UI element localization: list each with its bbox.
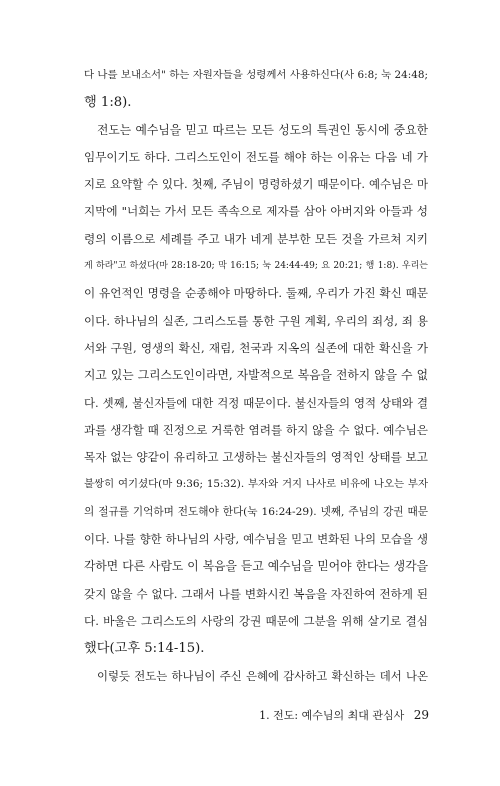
text-line: 불쌍히 여기셨다(마 9:36; 15:32). 부자와 거지 나사로 비유에 나오는 부자: [84, 478, 428, 491]
text-line: 게 하라"고 하셨다(마 28:18-20; 막 16:15; 눅 24:44-49; 요 20:21; 행 1:8). 우리는: [84, 261, 428, 272]
text-line: 했다(고후 5:14-15).: [84, 641, 205, 657]
text-line: 전도는 예수님을 믿고 따르는 모든 성도의 특권인 동시에 중요한: [97, 122, 428, 137]
text-line: 임무이기도 하다. 그리스도인이 전도를 해야 하는 이유는 다음 네 가: [84, 149, 428, 164]
text-line: 행 1:8).: [84, 95, 132, 111]
running-head: 1. 전도: 예수님의 최대 관심사: [259, 709, 405, 722]
text-line: 지고 있는 그리스도인이라면, 자발적으로 복음을 전하지 않을 수 없: [84, 368, 428, 383]
text-line: 갖지 않을 수 없다. 그래서 나를 변화시킨 복음을 자진하여 전하게 된: [84, 586, 428, 601]
text-line: 다. 바울은 그리스도의 사랑의 강권 때문에 그분을 위해 살기로 결심: [84, 613, 428, 628]
text-line: 과를 생각할 때 진정으로 거룩한 염려를 하지 않을 수 없다. 예수님은: [84, 422, 428, 437]
text-line: 이다. 하나님의 실존, 그리스도를 통한 구원 계획, 우리의 죄성, 죄 용: [84, 313, 428, 328]
text-line: 목자 없는 양같이 유리하고 고생하는 불신자들의 영적인 상태를 보고: [84, 450, 428, 465]
text-line: 다. 셋째, 불신자들에 대한 걱정 때문이다. 불신자들의 영적 상태와 결: [84, 395, 428, 410]
text-line: 다 나를 보내소서" 하는 자원자들을 성령께서 사용하신다(사 6:8; 눅 24:48;: [84, 69, 428, 81]
text-line: 지로 요약할 수 있다. 첫째, 주님이 명령하셨기 때문이다. 예수님은 마: [84, 177, 428, 192]
body-text: [84, 62, 428, 690]
text-line: 지막에 "너희는 가서 모든 족속으로 제자를 삼아 아버지와 아들과 성: [84, 204, 428, 219]
text-line: 서와 구원, 영생의 확신, 재림, 천국과 지옥의 실존에 대한 확신을 가: [84, 340, 428, 355]
page-number: 29: [413, 708, 429, 722]
text-line: 이렇듯 전도는 하나님이 주신 은혜에 감사하고 확신하는 데서 나온: [97, 668, 428, 683]
text-line: 이다. 나를 향한 하나님의 사랑, 예수님을 믿고 변화된 나의 모습을 생: [84, 532, 428, 547]
page-footer: [259, 707, 429, 723]
text-line: 의 절규를 기억하며 전도해야 한다(눅 16:24-29). 넷째, 주님의 강권 때문: [84, 505, 428, 518]
text-line: 각하면 다른 사람도 이 복음을 듣고 예수님을 믿어야 한다는 생각을: [84, 559, 428, 574]
text-line: 이 유언적인 명령을 순종해야 마땅하다. 둘째, 우리가 가진 확신 때문: [84, 286, 428, 301]
text-line: 령의 이름으로 세례를 주고 내가 네게 분부한 모든 것을 가르쳐 지키: [84, 231, 428, 246]
